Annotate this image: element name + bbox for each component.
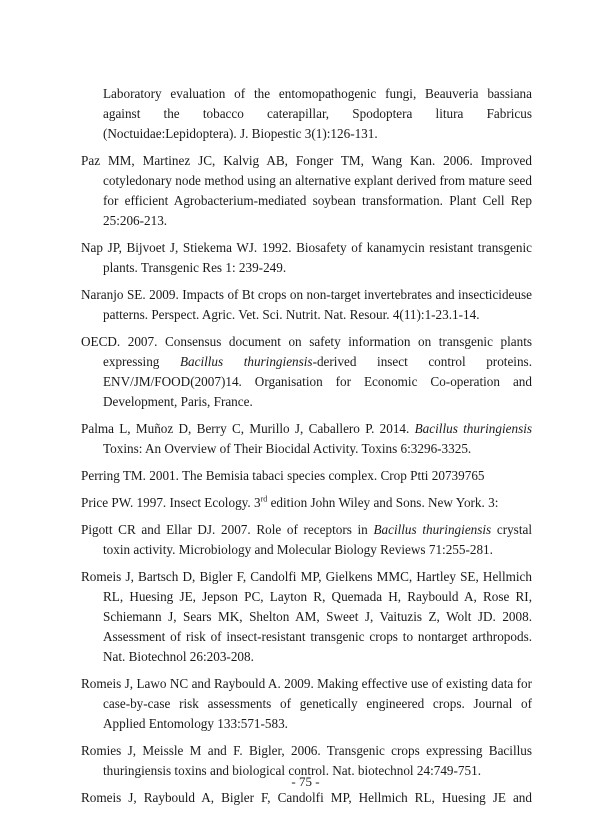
reference-entry	[81, 238, 532, 278]
reference-text: Price PW. 1997. Insect Ecology. 3	[81, 495, 261, 510]
reference-entry	[81, 674, 532, 734]
species-name: Bacillus thuringiensis	[414, 421, 532, 436]
reference-text: Romeis J, Bartsch D, Bigler F, Candolfi MP, Gielkens MMC, Hartley SE, Hellmich RL, Huesing JE, Jepson PC, Layton R, Quemada H, Raybould A, Rose RI, Schiemann J, Sears MK, Shelton AM, Sweet J, Vaituzis Z, Wolt JD. 2008. Assessment of risk of insect-resistant transgenic crops to nontarget arthropods. Nat. Biotechnol 26:203-208.	[81, 569, 532, 664]
reference-entry	[81, 493, 532, 513]
reference-list	[81, 84, 532, 815]
reference-text: Pigott CR and Ellar DJ. 2007. Role of receptors in	[81, 522, 374, 537]
reference-entry	[81, 332, 532, 412]
reference-text: OECD. 2007. Consensus document on safety information on transgenic plants expressing	[81, 334, 532, 369]
reference-text: Toxins: An Overview of Their Biocidal Activity. Toxins 6:3296-3325.	[103, 441, 472, 456]
reference-text: Romies J, Meissle M and F. Bigler, 2006. Transgenic crops expressing Bacillus thuringiensis toxins and biological control. Nat. biotechnol 24:749-751.	[81, 743, 532, 778]
reference-entry	[81, 567, 532, 667]
reference-text: -derived insect control proteins. ENV/JM/FOOD(2007)14. Organisation for Economic Co-operation and Development, Paris, France.	[103, 354, 532, 409]
reference-text: crystal toxin activity. Microbiology and Molecular Biology Reviews 71:255-281.	[103, 522, 532, 557]
ordinal-suffix: rd	[260, 494, 268, 504]
species-name: Bacillus thuringiensis	[373, 522, 492, 537]
reference-entry	[81, 466, 532, 486]
reference-text: Romeis J, Lawo NC and Raybould A. 2009. Making effective use of existing data for case-by-case risk assessments of genetically engineered crops. Journal of Applied Entomology 133:571-583.	[81, 676, 532, 731]
reference-text: Romeis J, Raybould A, Bigler F, Candolfi MP, Hellmich RL, Huesing JE and	[81, 790, 532, 805]
page-number: - 75 -	[291, 774, 320, 789]
reference-entry	[81, 151, 532, 231]
reference-entry	[81, 520, 532, 560]
reference-entry	[81, 419, 532, 459]
reference-text: Palma L, Muñoz D, Berry C, Murillo J, Caballero P. 2014.	[81, 421, 415, 436]
reference-entry	[81, 84, 532, 144]
reference-text: edition John Wiley and Sons. New York. 3:	[267, 495, 499, 510]
reference-text: Perring TM. 2001. The Bemisia tabaci species complex. Crop Ptti 20739765	[81, 468, 485, 483]
species-name: Bacillus thuringiensis	[179, 354, 313, 369]
reference-entry	[81, 788, 532, 808]
reference-text: Paz MM, Martinez JC, Kalvig AB, Fonger TM, Wang Kan. 2006. Improved cotyledonary node method using an alternative explant derived from mature seed for efficient Agrobacterium-mediated soybean transformation. Plant Cell Rep 25:206-213.	[81, 153, 532, 228]
reference-text: Laboratory evaluation of the entomopathogenic fungi, Beauveria bassiana against the tobacco caterapillar, Spodoptera litura Fabricus (Noctuidae:Lepidoptera). J. Biopestic 3(1):126-131.	[103, 86, 532, 141]
reference-text: Nap JP, Bijvoet J, Stiekema WJ. 1992. Biosafety of kanamycin resistant transgenic plants. Transgenic Res 1: 239-249.	[81, 240, 532, 275]
reference-entry	[81, 285, 532, 325]
reference-text: Naranjo SE. 2009. Impacts of Bt crops on non-target invertebrates and insecticideuse patterns. Perspect. Agric. Vet. Sci. Nutrit. Nat. Resour. 4(11):1-23.1-14.	[81, 287, 532, 322]
